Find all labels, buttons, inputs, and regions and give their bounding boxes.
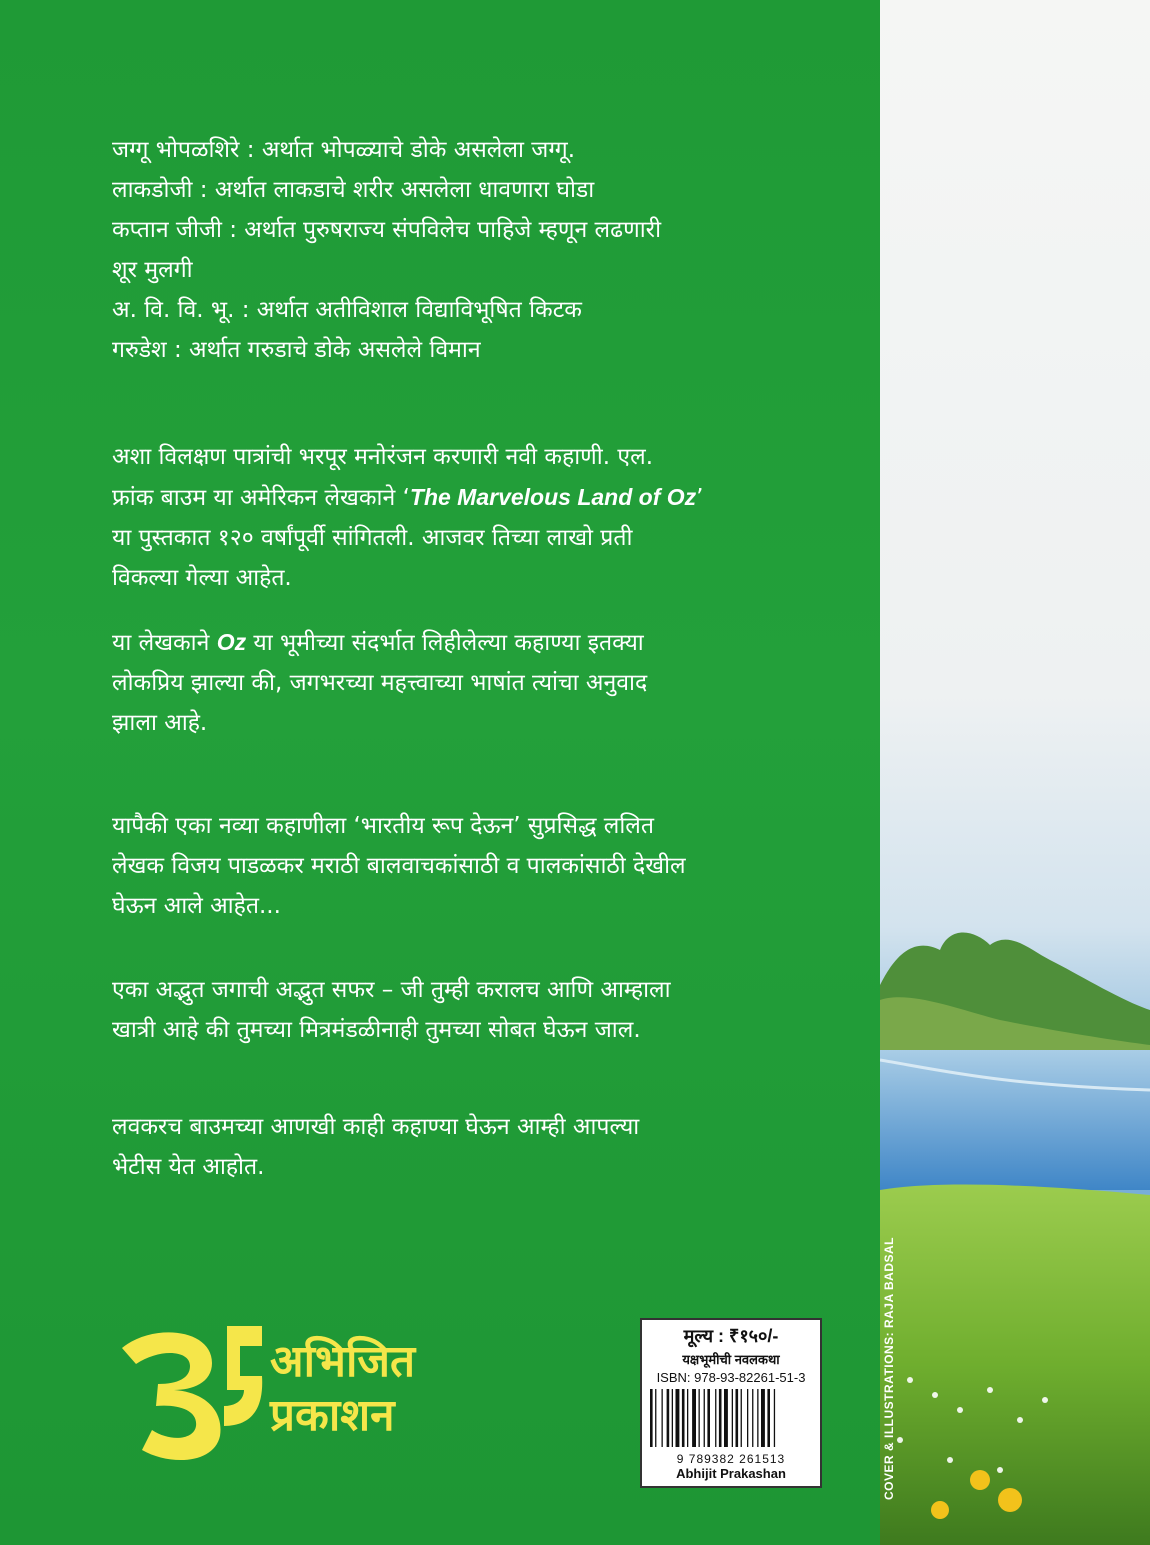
paragraph-upcoming xyxy=(112,1107,872,1187)
para-line xyxy=(112,622,872,663)
barcode-bar xyxy=(650,1389,653,1447)
barcode-bar xyxy=(724,1389,728,1447)
barcode-bar xyxy=(719,1389,722,1447)
barcode-bar xyxy=(774,1389,775,1447)
logo-glyph-shape xyxy=(122,1332,221,1460)
para-line: झाला आहे. xyxy=(112,710,208,736)
para-line: अशा विलक्षण पात्रांची भरपूर मनोरंजन करणारी नवी कहाणी. एल. xyxy=(112,444,653,470)
paragraph-journey xyxy=(112,970,872,1050)
isbn-label: ISBN: 978-93-82261-51-3 xyxy=(656,1370,806,1385)
barcode-bar xyxy=(662,1389,663,1447)
barcode-digits: 9 789382 261513 xyxy=(676,1452,786,1466)
lake xyxy=(880,1050,1150,1190)
logo-glyph-shape xyxy=(224,1326,262,1426)
price-label: मूल्य : ₹१५०/- xyxy=(683,1326,779,1346)
publisher-logo-mark xyxy=(112,1318,492,1468)
publisher-name: Abhijit Prakashan xyxy=(676,1466,786,1481)
paragraph-popularity xyxy=(112,622,872,743)
barcode-bar xyxy=(672,1389,673,1447)
landscape-image xyxy=(880,0,1150,1545)
paragraph-adaptation xyxy=(112,806,872,926)
paragraph-intro xyxy=(112,437,872,598)
category-label: यक्षभूमीची नवलकथा xyxy=(682,1352,780,1367)
publisher-logo xyxy=(112,1318,492,1472)
para-line: घेऊन आले आहेत... xyxy=(112,893,281,919)
para-line: एका अद्भुत जगाची अद्भुत सफर – जी तुम्ही करालच आणि आम्हाला xyxy=(112,977,671,1003)
para-line: या पुस्तकात १२० वर्षांपूर्वी सांगितली. आजवर तिच्या लाखो प्रती xyxy=(112,525,633,551)
price-isbn-sticker xyxy=(640,1318,822,1488)
para-line: विकल्या गेल्या आहेत. xyxy=(112,565,292,591)
barcode-bar xyxy=(761,1389,765,1447)
barcode-bar xyxy=(692,1389,696,1447)
para-text: फ्रांक बाउम या अमेरिकन लेखकाने ‘ xyxy=(112,485,410,511)
barcode-bar xyxy=(732,1389,733,1447)
barcode-bar xyxy=(655,1389,656,1447)
barcode-bar xyxy=(767,1389,770,1447)
barcode-bar xyxy=(741,1389,742,1447)
oz-word: Oz xyxy=(216,629,247,655)
barcode-bar xyxy=(707,1389,710,1447)
barcode-bar xyxy=(757,1389,758,1447)
para-line: यापैकी एका नव्या कहाणीला ‘भारतीय रूप देऊन’ सुप्रसिद्ध ललित xyxy=(112,813,655,839)
barcode-bar xyxy=(682,1389,685,1447)
barcode-bar xyxy=(667,1389,670,1447)
barcode-bar xyxy=(747,1389,748,1447)
character-line: शूर मुलगी xyxy=(112,257,193,283)
logo-name-line2: प्रकाशन xyxy=(270,1390,395,1441)
barcode-bar xyxy=(687,1389,688,1447)
para-line: भेटीस येत आहोत. xyxy=(112,1154,265,1180)
character-line: जग्गू भोपळशिरे : अर्थात भोपळ्याचे डोके असलेला जग्गू. xyxy=(112,137,576,163)
para-text: या भूमीच्या संदर्भात लिहीलेल्या कहाण्या इतक्या xyxy=(246,630,644,656)
character-list xyxy=(112,130,872,370)
para-text: ’ xyxy=(696,485,704,511)
barcode-bar xyxy=(752,1389,753,1447)
character-line: अ. वि. वि. भू. : अर्थात अतीविशाल विद्याविभूषित किटक xyxy=(112,297,582,323)
logo-name-line1: अभिजित xyxy=(270,1336,416,1387)
barcode-bar xyxy=(715,1389,716,1447)
character-line: लाकडोजी : अर्थात लाकडाचे शरीर असलेला धावणारा घोडा xyxy=(112,177,595,203)
barcode-bar xyxy=(676,1389,680,1447)
book-title: The Marvelous Land of Oz xyxy=(409,484,697,510)
illustration-credit: COVER & ILLUSTRATIONS: RAJA BADSAL xyxy=(882,1237,896,1500)
para-line: खात्री आहे की तुमच्या मित्रमंडळीनाही तुमच्या सोबत घेऊन जाल. xyxy=(112,1017,641,1043)
barcode-icon xyxy=(648,1389,808,1447)
para-line: लोकप्रिय झाल्या की, जगभरच्या महत्त्वाच्या भाषांत त्यांचा अनुवाद xyxy=(112,670,648,696)
barcode-bar xyxy=(736,1389,739,1447)
landscape-illustration xyxy=(880,0,1150,1545)
para-line: लवकरच बाउमच्या आणखी काही कहाण्या घेऊन आम्ही आपल्या xyxy=(112,1114,640,1140)
para-line: लेखक विजय पाडळकर मराठी बालवाचकांसाठी व पालकांसाठी देखील xyxy=(112,853,686,879)
barcode-bar xyxy=(704,1389,705,1447)
character-line: कप्तान जीजी : अर्थात पुरुषराज्य संपविलेच पाहिजे म्हणून लढणारी xyxy=(112,217,662,243)
character-line: गरुडेश : अर्थात गरुडाचे डोके असलेले विमान xyxy=(112,337,481,363)
barcode-bar xyxy=(699,1389,700,1447)
para-text: या लेखकाने xyxy=(112,630,217,656)
para-line xyxy=(112,477,872,518)
